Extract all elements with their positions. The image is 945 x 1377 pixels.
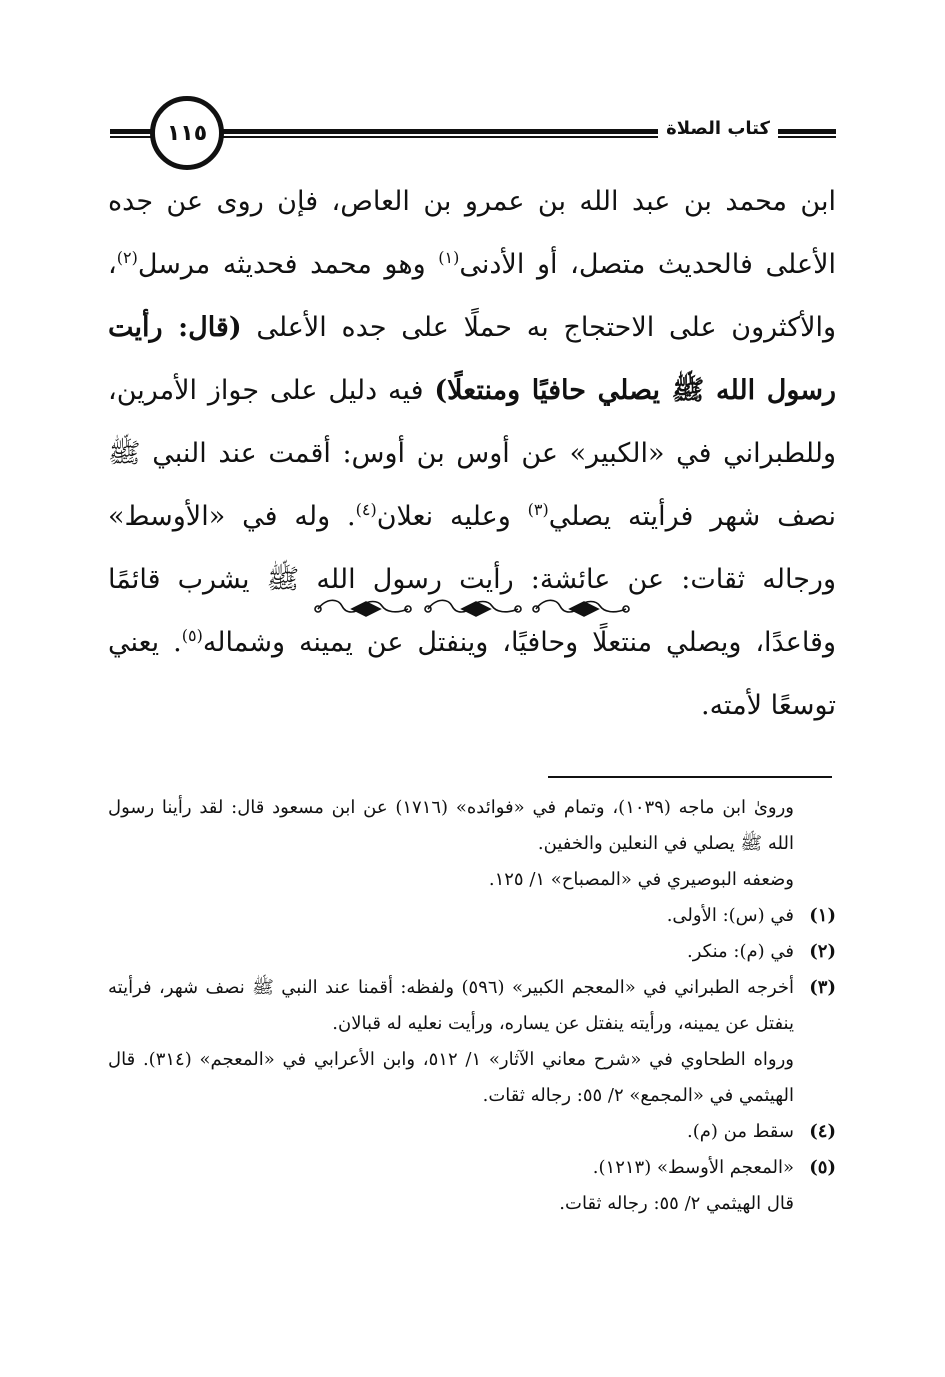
main-text [108, 170, 836, 737]
hadith-quote: (قال: رأيت رسول الله ﷺ يصلي حافيًا ومنتعلًا) [108, 312, 837, 406]
footnote-1 [108, 898, 836, 934]
footnote-text: سقط من (م). [687, 1121, 794, 1142]
book-title: كتاب الصلاة [658, 118, 778, 139]
footnote-divider [548, 776, 832, 778]
footnotes [108, 790, 836, 1222]
footnote-ref: (٢) [116, 248, 138, 267]
page-number: ١١٥ [150, 96, 224, 170]
footnote-number: (٢) [809, 941, 836, 962]
footnote-text: في (م): منكر. [687, 941, 794, 962]
footnote-3 [108, 970, 836, 1042]
footnote-number: (٣) [809, 977, 836, 998]
text-run: . يعني توسعًا لأمته. [108, 627, 836, 721]
footnote-number: (٤) [809, 1121, 836, 1142]
text-run: ، والأكثرون على الاحتجاج به حملًا على جده الأعلى [108, 249, 837, 343]
footnote-text: أخرجه الطبراني في «المعجم الكبير» (٥٩٦) ولفظه: أقمنا عند النبي ﷺ نصف شهر، فرأيته ينفتل عن يمينه، ورأيته ينفتل عن يساره، ورأيت نعليه له قبالان. [108, 977, 794, 1034]
footnote-text: في (س): الأولى. [666, 905, 794, 926]
text-run: وهو محمد فحديثه مرسل [137, 249, 439, 280]
footnote-continuation [108, 790, 836, 862]
footnote-text: ورواه الطحاوي في «شرح معاني الآثار» ١/ ٥١٢، وابن الأعرابي في «المعجم» (٣١٤). قال الهيثمي في «المجمع» ٢/ ٥٥: رجاله ثقات. [108, 1049, 794, 1106]
footnote-number: (٥) [809, 1157, 836, 1178]
footnote-4 [108, 1114, 836, 1150]
footnote-text: وضعفه البوصيري في «المصباح» ١/ ١٢٥. [488, 869, 794, 890]
footnote-5 [108, 1150, 836, 1186]
footnote-ref: (٥) [181, 626, 203, 645]
footnote-ref: (٣) [527, 500, 549, 519]
text-run: . وله في «الأوسط» ورجاله ثقات: عن عائشة: رأيت رسول الله ﷺ يشرب قائمًا وقاعدًا، ويصلي منتعلًا وحافيًا، وينفتل عن يمينه وشماله [108, 501, 837, 658]
main-paragraph [108, 170, 836, 737]
text-run: وعليه نعلان [376, 501, 528, 532]
footnote-3-cont [108, 1042, 836, 1114]
footnote-text: ورویٰ ابن ماجه (١٠٣٩)، وتمام في «فوائده» (١٧١٦) عن ابن مسعود قال: لقد رأينا رسول الله ﷺ يصلي في النعلين والخفين. [108, 797, 794, 854]
ornament-divider [312, 592, 632, 626]
footnote-continuation [108, 862, 836, 898]
footnote-text: «المعجم الأوسط» (١٢١٣). [592, 1157, 794, 1178]
footnote-5-cont [108, 1186, 836, 1222]
footnote-ref: (٤) [355, 500, 377, 519]
footnote-2 [108, 934, 836, 970]
footnote-text: قال الهيثمي ٢/ ٥٥: رجاله ثقات. [559, 1193, 794, 1214]
footnote-number: (١) [809, 905, 836, 926]
footnote-ref: (١) [438, 248, 460, 267]
text-run: فيه دليل على جواز الأمرين، وللطبراني في «الكبير» عن أوس بن أوس: أقمت عند النبي ﷺ نصف شهر فرأيته يصلي [108, 375, 836, 532]
text-run: ابن محمد بن عبد الله بن عمرو بن العاص، فإن روى عن جده الأعلى فالحديث متصل، أو الأدنى [108, 186, 836, 280]
